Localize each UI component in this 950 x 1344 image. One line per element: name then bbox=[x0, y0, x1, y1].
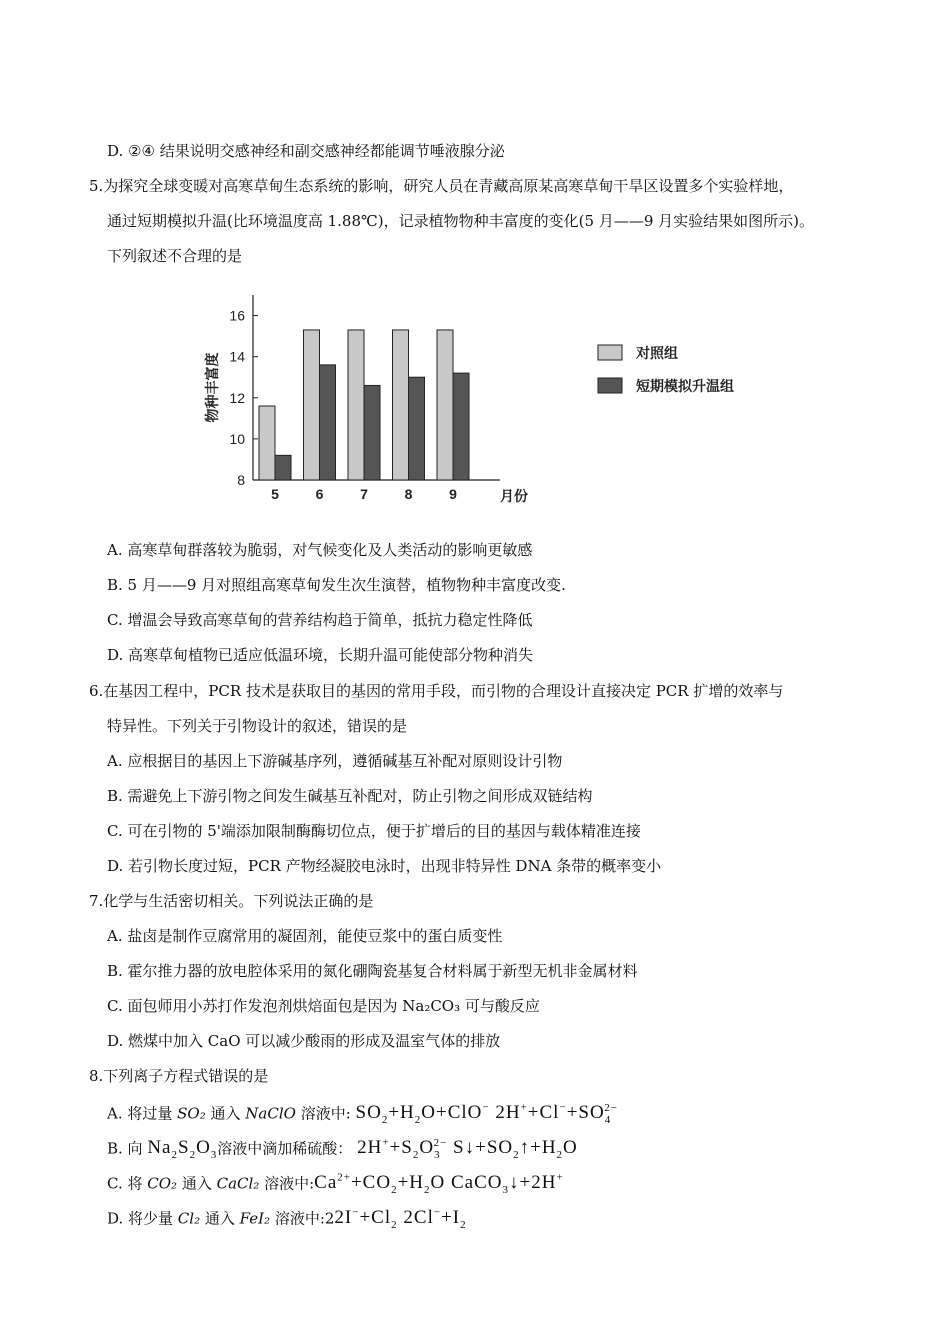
q5-option-b: B. 5 月——9 月对照组高寒草甸发生次生演替，植物物种丰富度改变. bbox=[107, 576, 566, 594]
q6-option-d: D. 若引物长度过短，PCR 产物经凝胶电泳时，出现非特异性 DNA 条带的概率变小 bbox=[107, 857, 662, 875]
legend-swatch bbox=[598, 345, 622, 360]
q6-stem-line2: 特异性。下列关于引物设计的叙述，错误的是 bbox=[107, 717, 408, 735]
x-tick-label: 5 bbox=[271, 486, 279, 502]
species-richness-chart bbox=[195, 285, 755, 515]
y-tick-label: 14 bbox=[229, 348, 245, 365]
q8-c-mid: 通入 bbox=[177, 1174, 217, 1193]
q7-option-c: C. 面包师用小苏打作发泡剂烘焙面包是因为 Na₂CO₃ 可与酸反应 bbox=[107, 997, 540, 1015]
q8-option-c bbox=[107, 1166, 564, 1202]
x-axis-label: 月份 bbox=[500, 488, 528, 504]
q8-option-a bbox=[107, 1096, 618, 1132]
q8-d-reagent1: Cl₂ bbox=[177, 1209, 201, 1228]
q5-stem-line1: 5.为探究全球变暖对高寒草甸生态系统的影响，研究人员在青藏高原某高寒草甸干旱区设置多个实验样地， bbox=[89, 177, 794, 195]
q8-stem: 8.下列离子方程式错误的是 bbox=[89, 1067, 269, 1085]
q8-a-mid: 通入 bbox=[205, 1104, 246, 1123]
q8-c-reagent2: CaCl₂ bbox=[216, 1174, 260, 1193]
x-tick-label: 6 bbox=[315, 486, 324, 502]
q7-stem: 7.化学与生活密切相关。下列说法正确的是 bbox=[89, 892, 374, 910]
q5-option-d: D. 高寒草甸植物已适应低温环境，长期升温可能使部分物种消失 bbox=[107, 646, 534, 664]
y-axis-label: 物种丰富度 bbox=[204, 352, 220, 423]
bar-control bbox=[304, 330, 320, 480]
q5-stem-line3: 下列叙述不合理的是 bbox=[107, 247, 243, 265]
q8-a-reagent2: NaClO bbox=[245, 1104, 296, 1123]
q8-a-reagent1: SO₂ bbox=[177, 1104, 206, 1123]
q8-option-d bbox=[107, 1201, 467, 1237]
bar-control bbox=[348, 330, 364, 480]
y-tick-label: 8 bbox=[237, 472, 245, 488]
q6-option-b: B. 需避免上下游引物之间发生碱基互补配对，防止引物之间形成双链结构 bbox=[107, 787, 593, 805]
q7-option-b: B. 霍尔推力器的放电腔体采用的氮化硼陶瓷基复合材料属于新型无机非金属材料 bbox=[107, 962, 638, 980]
q7-option-d: D. 燃煤中加入 CaO 可以减少酸雨的形成及温室气体的排放 bbox=[107, 1032, 501, 1050]
y-tick-label: 12 bbox=[229, 389, 245, 406]
q8-d-equation: $2I^-+Cl_2$ $2Cl^-+I_2$ bbox=[334, 1207, 467, 1232]
q5-stem-line2: 通过短期模拟升温(比环境温度高 1.88℃)，记录植物物种丰富度的变化(5 月——9 月实验结果如图所示)。 bbox=[107, 212, 814, 230]
q6-option-a: A. 应根据目的基因上下游碱基序列，遵循碱基互补配对原则设计引物 bbox=[107, 752, 563, 770]
bar-control bbox=[393, 330, 409, 480]
q8-option-b bbox=[107, 1131, 578, 1167]
bar-warming bbox=[409, 377, 425, 480]
q8-d-mid: 通入 bbox=[200, 1209, 240, 1228]
q8-b-reagent: $Na_2S_2O_3$ bbox=[147, 1137, 218, 1162]
bar-control bbox=[259, 406, 275, 480]
bar-control bbox=[437, 330, 453, 480]
legend-swatch bbox=[598, 378, 622, 393]
legend-label: 短期模拟升温组 bbox=[636, 378, 734, 394]
bar-warming bbox=[453, 373, 469, 480]
q8-d-post: 溶液中:2 bbox=[270, 1209, 335, 1228]
x-tick-label: 7 bbox=[360, 486, 368, 502]
q8-c-post: 溶液中: bbox=[259, 1174, 315, 1193]
y-tick-label: 10 bbox=[229, 430, 245, 447]
q8-d-prefix: D. 将少量 bbox=[107, 1209, 178, 1228]
y-tick-label: 16 bbox=[229, 307, 245, 324]
q8-a-post: 溶液中: bbox=[295, 1104, 351, 1123]
q4-option-d: D. ②④ 结果说明交感神经和副交感神经都能调节唾液腺分泌 bbox=[107, 142, 505, 160]
q8-a-equation: $SO_2+H_2O+ClO^-$ $2H^++Cl^-+SO_4^{2-}$ bbox=[355, 1102, 618, 1127]
q8-d-reagent2: FeI₂ bbox=[239, 1209, 271, 1228]
q8-c-reagent1: CO₂ bbox=[147, 1174, 178, 1193]
q8-c-prefix: C. 将 bbox=[107, 1174, 148, 1193]
bar-warming bbox=[364, 385, 380, 480]
q8-b-equation: $2H^++S_2O_3^{2-}$ $S↓+SO_2↑+H_2O$ bbox=[357, 1137, 578, 1162]
q6-stem-line1: 6.在基因工程中，PCR 技术是获取目的基因的常用手段，而引物的合理设计直接决定 PCR 扩增的效率与 bbox=[89, 682, 784, 700]
q8-b-prefix: B. 向 bbox=[107, 1139, 148, 1158]
bar-warming bbox=[275, 455, 291, 480]
bar-warming bbox=[320, 365, 336, 480]
x-tick-label: 8 bbox=[404, 486, 413, 502]
q7-option-a: A. 盐卤是制作豆腐常用的凝固剂，能使豆浆中的蛋白质变性 bbox=[107, 927, 503, 945]
q8-c-equation: $Ca^{2+}+CO_2+H_2O$ CaCO$_3$↓+2H+ bbox=[314, 1172, 564, 1197]
q5-option-a: A. 高寒草甸群落较为脆弱，对气候变化及人类活动的影响更敏感 bbox=[107, 541, 533, 559]
q8-a-prefix: A. 将过量 bbox=[107, 1104, 178, 1123]
legend-label: 对照组 bbox=[636, 345, 678, 361]
q5-option-c: C. 增温会导致高寒草甸的营养结构趋于简单，抵抗力稳定性降低 bbox=[107, 611, 533, 629]
q6-option-c: C. 可在引物的 5'端添加限制酶酶切位点，便于扩增后的目的基因与载体精准连接 bbox=[107, 822, 641, 840]
q8-b-post: 溶液中滴加稀硫酸： bbox=[217, 1139, 358, 1158]
x-tick-label: 9 bbox=[449, 486, 457, 502]
